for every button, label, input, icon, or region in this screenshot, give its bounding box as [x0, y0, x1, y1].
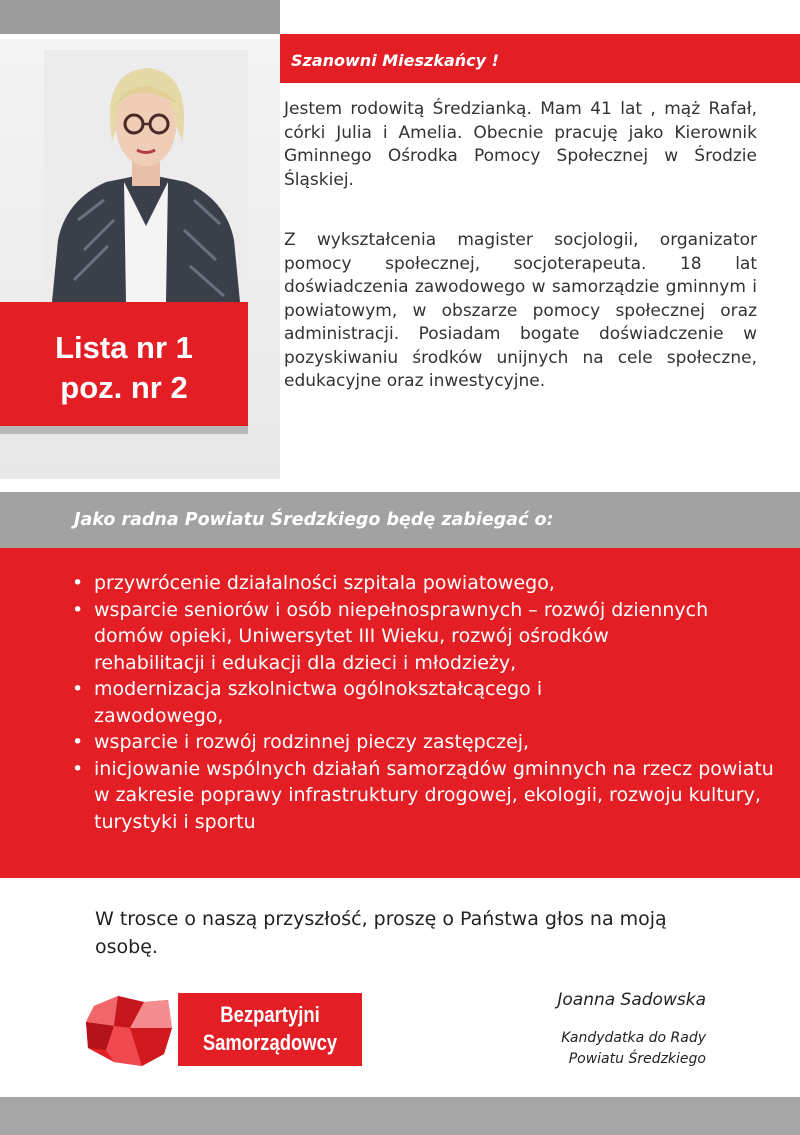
candidate-role: [406, 1028, 706, 1070]
bio-paragraph-1: Jestem rodowitą Średzianką. Mam 41 lat , mąż Rafał, córki Julia i Amelia. Obecnie pracuję jako Kierownik Gminnego Ośrodka Pomocy Społecznej w Środzie Śląskiej.: [284, 99, 757, 190]
candidate-role-line-1: Kandydatka do Rady: [561, 1030, 706, 1046]
goal-item: • modernizacja szkolnictwa ogólnokształcącego i zawodowego,: [72, 676, 654, 729]
top-gray-band: [0, 0, 280, 34]
goals-header-text: Jako radna Powiatu Średzkiego będę zabiegać o:: [74, 510, 554, 530]
goal-item: • wsparcie seniorów i osób niepełnosprawnych – rozwój dziennych domów opieki, Uniwersytet III Wieku, rozwój ośrodków rehabilitacji i edukacji dla dzieci i młodzieży,: [72, 597, 714, 677]
list-position-box: [0, 302, 248, 426]
bio-paragraph-2: Z wykształcenia magister socjologii, organizator pomocy społecznej, socjoterapeuta. 18 lat doświadczenia zawodowego w samorządzie gminnym i powiatowym, w obszarze pomocy społecznej oraz administracji. Posiadam bogate doświadczenie w pozyskiwaniu środków unijnych na cele społeczne, edukacyjne oraz inwestycyjne.: [284, 230, 757, 391]
party-name-line-1: Bezpartyjni: [220, 1002, 320, 1027]
list-box-shadow: [0, 426, 248, 434]
goal-item: • przywrócenie działalności szpitala powiatowego,: [72, 570, 772, 597]
goals-header: [0, 492, 800, 548]
position-number: poz. nr 2: [60, 370, 188, 405]
candidate-name: Joanna Sadowska: [557, 990, 706, 1010]
bottom-gray-band: [0, 1097, 800, 1135]
party-logo: [178, 993, 362, 1066]
candidate-photo: [44, 50, 248, 302]
candidate-role-line-2: Powiatu Średzkiego: [568, 1051, 706, 1067]
party-name-line-2: Samorządowcy: [202, 1030, 338, 1055]
goal-item: • inicjowanie wspólnych działań samorządów gminnych na rzecz powiatu w zakresie poprawy infrastruktury drogowej, ekologii, rozwoju kultury, turystyki i sportu: [72, 756, 774, 836]
list-number: Lista nr 1: [55, 330, 193, 365]
closing-appeal: W trosce o naszą przyszłość, proszę o Państwa głos na moją osobę.: [95, 908, 667, 958]
greeting-text: Szanowni Mieszkańcy !: [291, 51, 499, 70]
goals-section: [0, 548, 800, 878]
goal-item: • wsparcie i rozwój rodzinnej pieczy zastępczej,: [72, 729, 772, 756]
greeting-bar: [280, 39, 800, 83]
goals-list: [72, 570, 772, 835]
poland-map-logo-icon: [84, 992, 174, 1070]
